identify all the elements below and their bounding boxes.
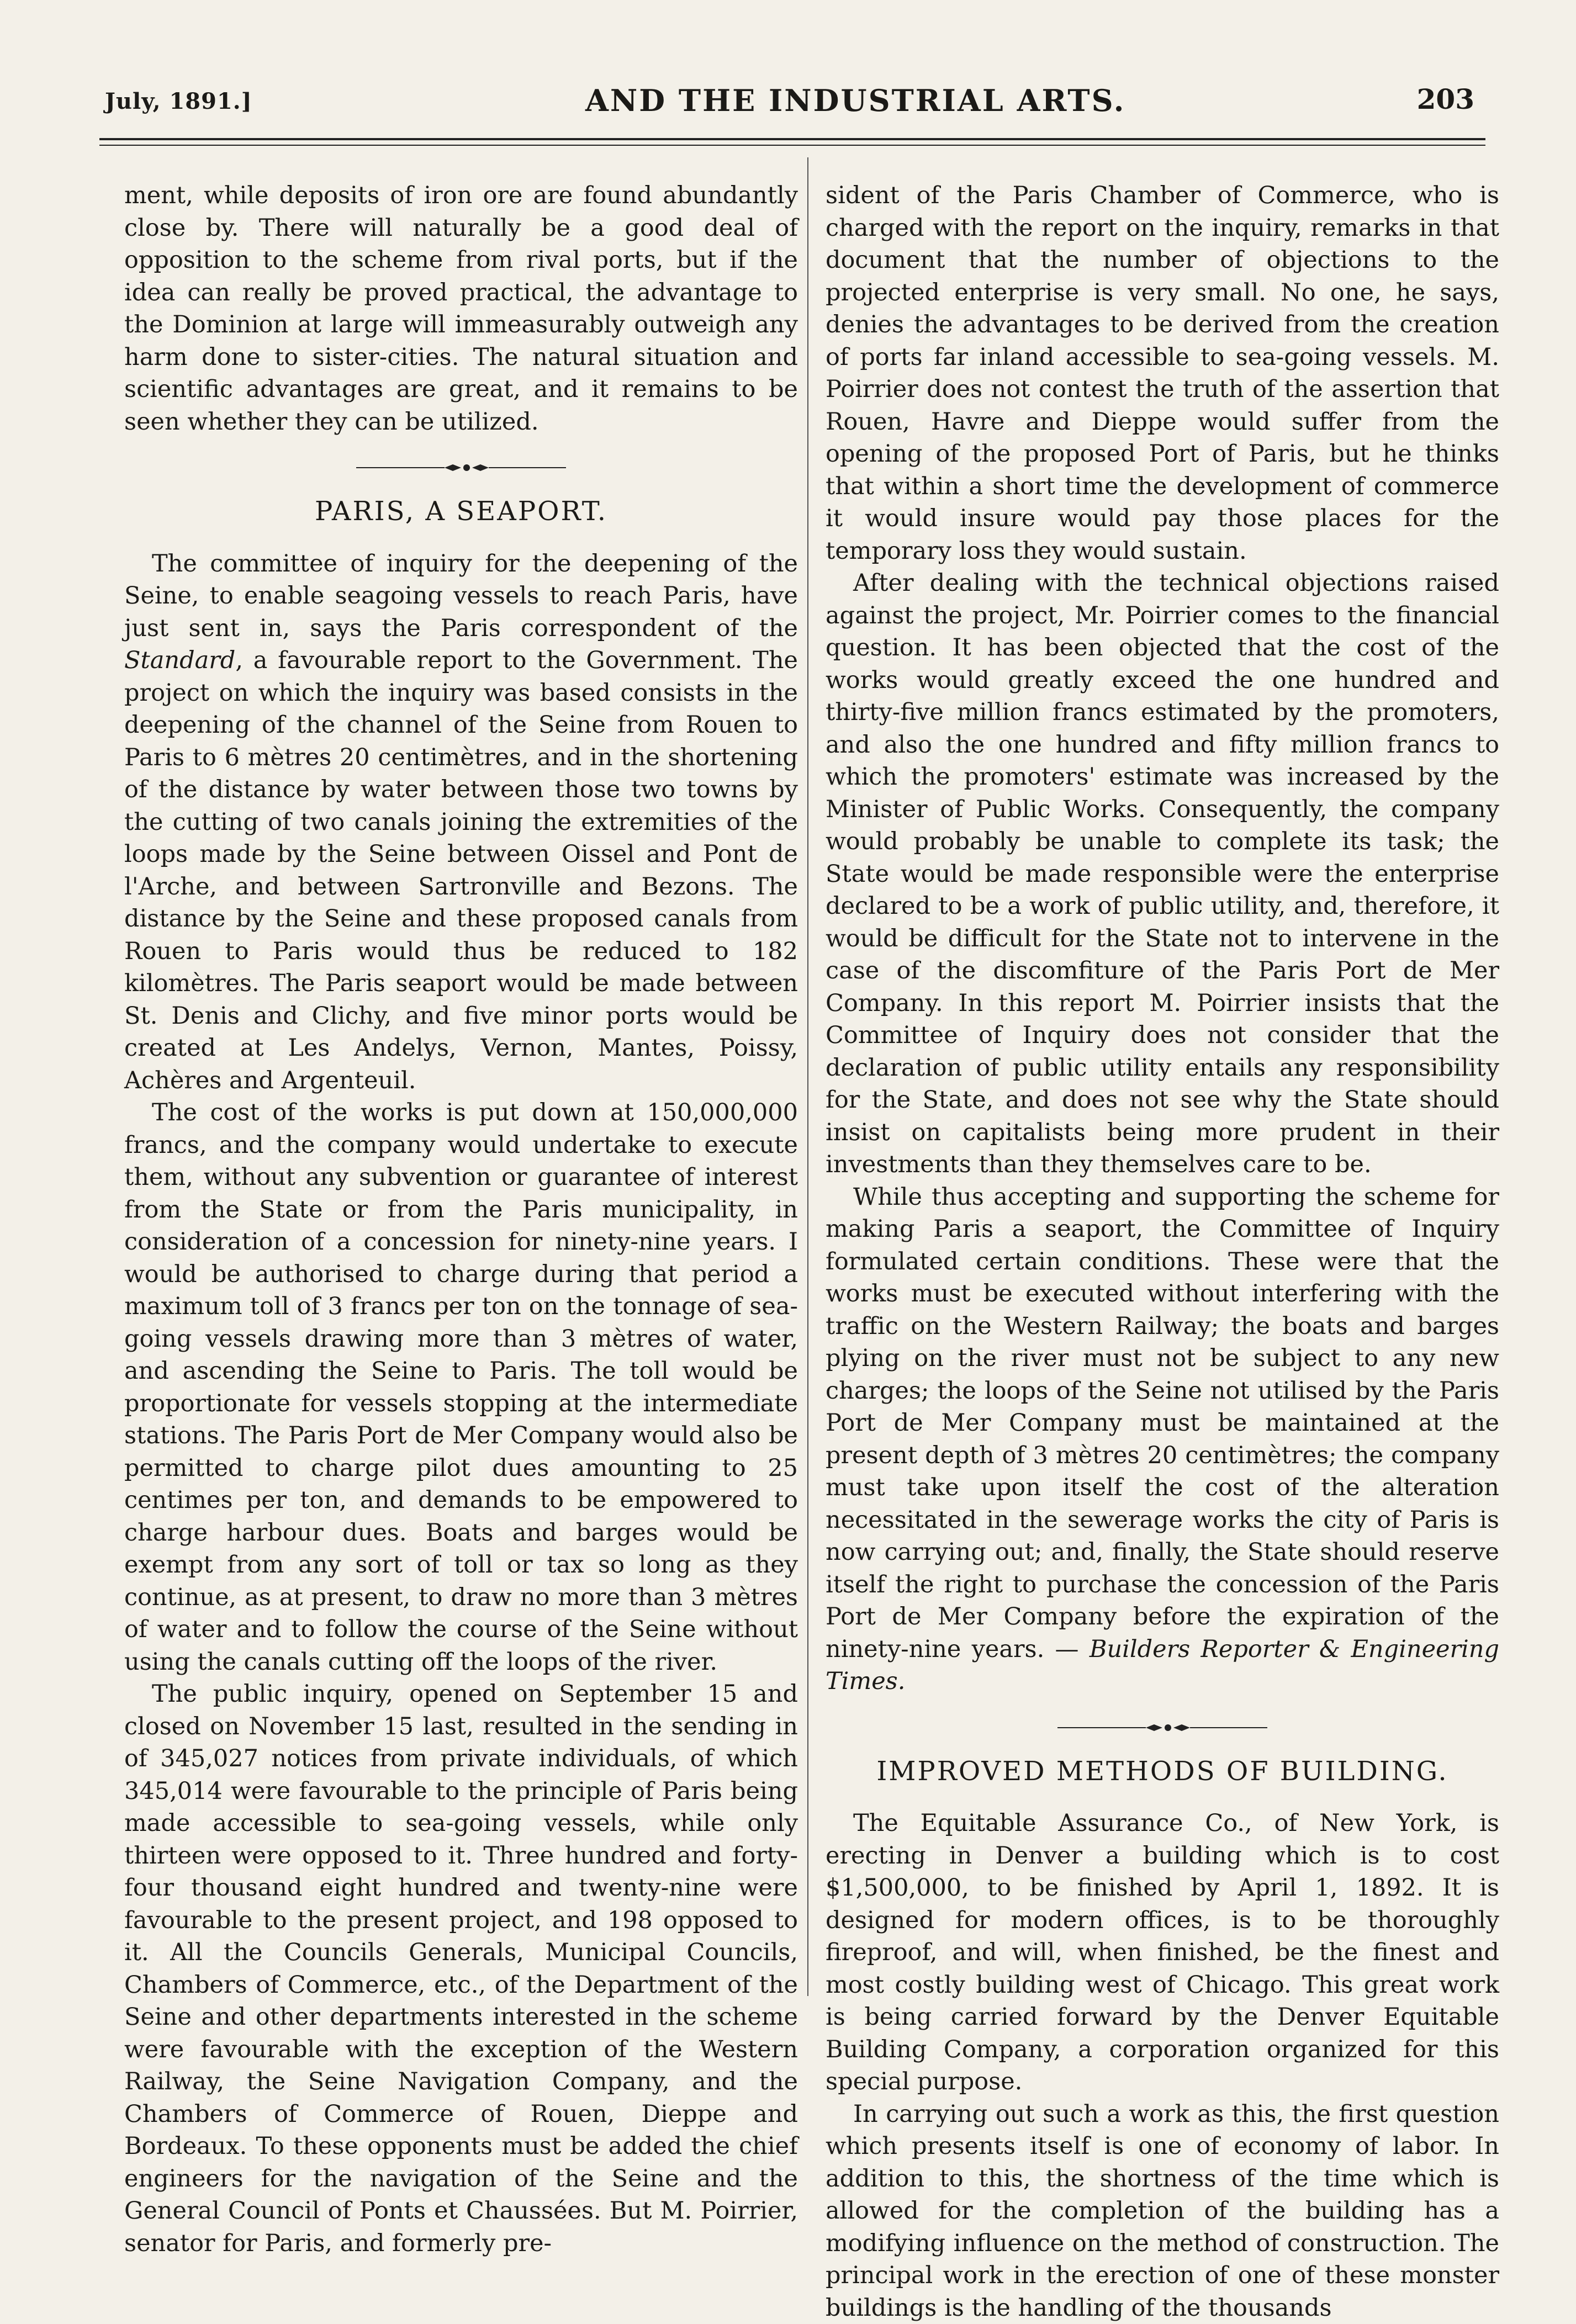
issue-date: July, 1891.] [105,88,252,114]
text-run: , a favourable report to the Government. The project on which the inquiry was based consists in the deepening of the channel of the Seine from Rouen to Paris to 6 mètres 20 centimètres, and in the shortening of the distance by water between those two towns by the cutting of two canals joining the extremities of the loops made by the Seine between Oissel and Pont de l'Arche, and between Sartronville and Bezons. The distance by the Seine and these proposed canals from Rouen to Paris would thus be reduced to 182 kilomètres. The Paris seaport would be made between St. Denis and Clichy, and five minor ports would be created at Les Andelys, Vernon, Mantes, Poissy, Achères and Argenteuil. [124,647,798,1094]
newspaper-name: Standard [124,647,235,674]
ornament-divider [1057,1722,1267,1733]
paragraph-continued: sident of the Paris Chamber of Commerce, who is charged with the report on the inquiry, remarks in that document that the number of objections to the projected enterprise is very small. No one, he says, denies the advantages to be derived from the creation of ports far inland accessible to sea-going vessels. M. Poirrier does not contest the truth of the assertion that Rouen, Havre and Dieppe would suffer from the opening of the proposed Port of Paris, but he thinks that within a short time the development of commerce it would insure would pay those places for the temporary loss they would sustain. [826,179,1499,567]
paragraph [124,548,798,1097]
right-column [826,179,1499,2324]
paragraph: The public inquiry, opened on September 15 and closed on November 15 last, resulted in the sending in of 345,027 notices from private individuals, of which 345,014 were favourable to the principle of Paris being made accessible to sea-going vessels, while only thirteen were opposed to it. Three hundred and forty-four thousand eight hundred and twenty-nine were favourable to the present project, and 198 opposed to it. All the Councils Generals, Municipal Councils, Chambers of Commerce, etc., of the Department of the Seine and other departments interested in the scheme were favourable with the exception of the Western Railway, the Seine Navigation Company, and the Chambers of Commerce of Rouen, Dieppe and Bordeaux. To these opponents must be added the chief engineers for the navigation of the Seine and the General Council of Ponts et Chaussées. But M. Poirrier, senator for Paris, and formerly pre- [124,1678,798,2259]
left-column [124,179,798,2259]
article-heading-paris-seaport: PARIS, A SEAPORT. [124,495,798,528]
page-number: 203 [1417,83,1474,115]
text-run: While thus accepting and supporting the scheme for making Paris a seaport, the Committee of Inquiry formulated certain conditions. These were that the works must be executed without interfering with the traffic on the Western Railway; the boats and barges plying on the river must not be subject to any new charges; the loops of the Seine not utilised by the Paris Port de Mer Company must be maintained at the present depth of 3 mètres 20 centimètres; the company must take upon itself the cost of the alteration necessitated in the sewerage works the city of Paris is now carrying out; and, finally, the State should reserve itself the right to purchase the concession of the Paris Port de Mer Company before the expiration of the ninety-nine years. — [826,1183,1499,1663]
column-divider [807,157,808,1996]
ornament-divider [356,462,566,473]
paragraph: In carrying out such a work as this, the first question which presents itself is one of economy of labor. In addition to this, the shortness of the time which is allowed for the completion of the building has a modifying influence on the method of construction. The principal work in the erection of one of these monster buildings is the handling of the thousands [826,2098,1499,2324]
running-title: AND THE INDUSTRIAL ARTS. [585,83,1125,118]
paragraph [826,1181,1499,1698]
paragraph-continued: ment, while deposits of iron ore are found abundantly close by. There will naturally be a good deal of opposition to the scheme from rival ports, but if the idea can really be proved practical, the advantage to the Dominion at large will immeasurably outweigh any harm done to sister-cities. The natural situation and scientific advantages are great, and it remains to be seen whether they can be utilized. [124,179,798,438]
article-heading-improved-methods: IMPROVED METHODS OF BUILDING. [826,1755,1499,1788]
paragraph: The cost of the works is put down at 150,000,000 francs, and the company would undertake to execute them, without any subvention or guarantee of interest from the State or from the Paris municipality, in consideration of a concession for ninety-nine years. I would be authorised to charge during that period a maximum toll of 3 francs per ton on the tonnage of sea-going vessels drawing more than 3 mètres of water, and ascending the Seine to Paris. The toll would be proportionate for vessels stopping at the intermediate stations. The Paris Port de Mer Company would also be permitted to charge pilot dues amounting to 25 centimes per ton, and demands to be empowered to charge harbour dues. Boats and barges would be exempt from any sort of toll or tax so long as they continue, as at present, to draw no more than 3 mètres of water and to follow the course of the Seine without using the canals cutting off the loops of the river. [124,1097,798,1678]
text-run: The committee of inquiry for the deepening of the Seine, to enable seagoing vessels to reach Paris, have just sent in, says the Paris correspondent of the [124,550,798,642]
header-rule [99,138,1485,146]
page-header [99,83,1485,121]
paragraph: After dealing with the technical objections raised against the project, Mr. Poirrier comes to the financial question. It has been objected that the cost of the works would greatly exceed the one hundred and thirty-five million francs estimated by the promoters, and also the one hundred and fifty million francs to which the promoters' estimate was increased by the Minister of Public Works. Consequently, the company would probably be unable to complete its task; the State would be made responsible were the enterprise declared to be a work of public utility, and, therefore, it would be difficult for the State not to intervene in the case of the discomfiture of the Paris Port de Mer Company. In this report M. Poirrier insists that the Committee of Inquiry does not consider that the declaration of public utility entails any responsibility for the State, and does not see why the State should insist on capitalists being more prudent in their investments than they themselves care to be. [826,567,1499,1181]
paragraph: The Equitable Assurance Co., of New York, is erecting in Denver a building which is to cost $1,500,000, to be finished by April 1, 1892. It is designed for modern offices, is to be thoroughly fireproof, and will, when finished, be the finest and most costly building west of Chicago. This great work is being carried forward by the Denver Equitable Building Company, a corporation organized for this special purpose. [826,1807,1499,2098]
source-citation: Builders Reporter & Engineering Times. [826,1635,1499,1696]
